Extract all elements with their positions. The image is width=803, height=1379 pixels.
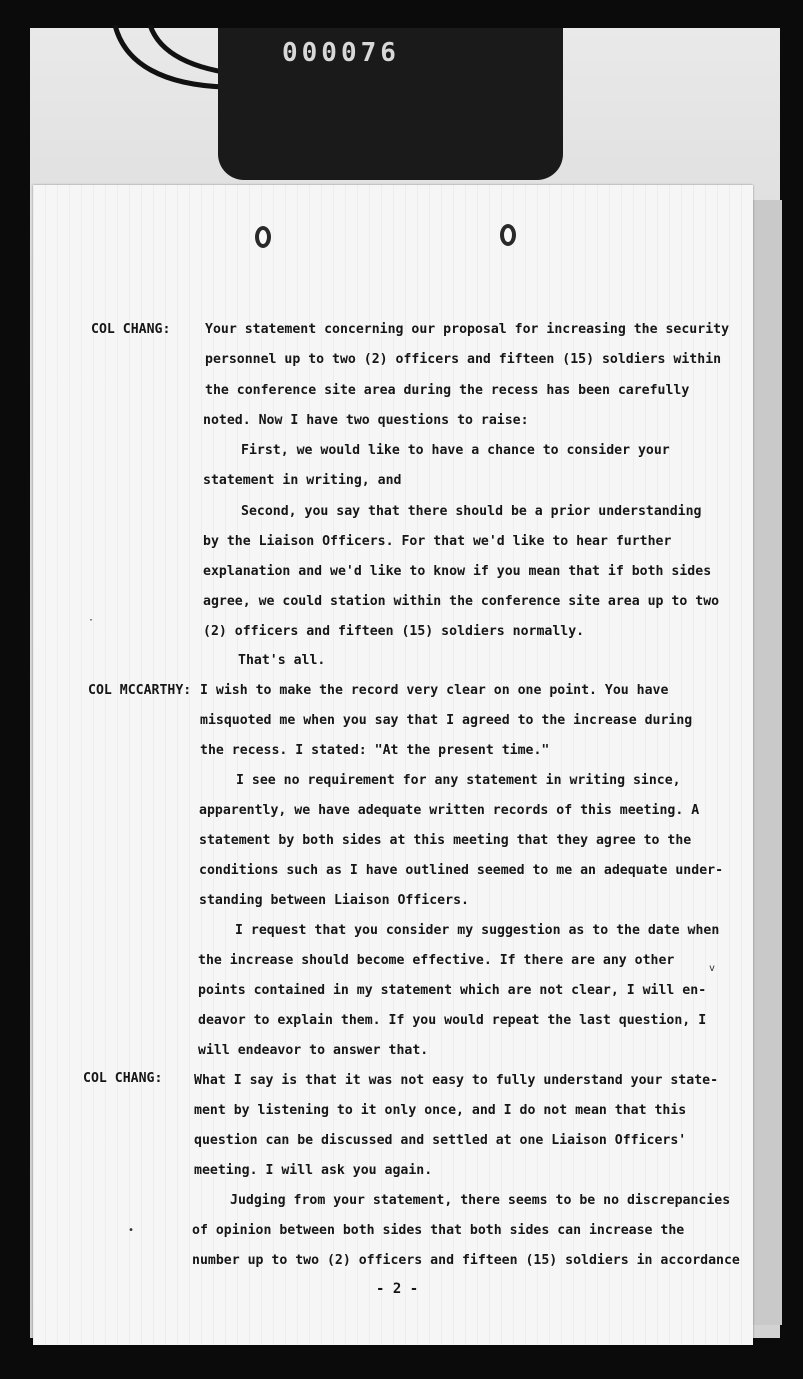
- text-line: I see no requirement for any statement in writing since,: [236, 773, 681, 788]
- text-line: (2) officers and fifteen (15) soldiers normally.: [203, 624, 585, 639]
- speaker-label: COL CHANG:: [91, 322, 171, 337]
- text-line: question can be discussed and settled at one Liaison Officers': [194, 1133, 687, 1148]
- text-line: points contained in my statement which are not clear, I will en-: [198, 983, 707, 998]
- text-line: meeting. I will ask you again.: [194, 1163, 433, 1178]
- text-line: That's all.: [238, 653, 326, 668]
- text-line: What I say is that it was not easy to fully understand your state-: [194, 1073, 719, 1088]
- page-number: - 2 -: [376, 1281, 419, 1297]
- stray-mark: v: [709, 963, 716, 974]
- text-line: noted. Now I have two questions to raise:: [203, 413, 529, 428]
- punch-hole-left: [255, 226, 271, 248]
- text-line: I wish to make the record very clear on one point. You have: [200, 683, 669, 698]
- text-line: conditions such as I have outlined seemed to me an adequate under-: [199, 863, 724, 878]
- text-line: will endeavor to answer that.: [198, 1043, 429, 1058]
- document-stamp-number: 000076: [282, 38, 400, 68]
- stray-mark: •: [128, 1225, 135, 1236]
- speaker-label: COL MCCARTHY:: [88, 683, 192, 698]
- text-line: misquoted me when you say that I agreed to the increase during: [200, 713, 693, 728]
- stray-mark: ·: [88, 615, 95, 626]
- text-line: I request that you consider my suggestion as to the date when: [235, 923, 720, 938]
- text-line: statement in writing, and: [203, 473, 402, 488]
- text-line: the increase should become effective. If there are any other: [198, 953, 675, 968]
- text-line: First, we would like to have a chance to consider your: [241, 443, 670, 458]
- text-line: the recess. I stated: "At the present time.": [200, 743, 550, 758]
- text-line: personnel up to two (2) officers and fifteen (15) soldiers within: [205, 352, 722, 367]
- text-line: number up to two (2) officers and fifteen (15) soldiers in accordance: [192, 1253, 740, 1268]
- text-line: standing between Liaison Officers.: [199, 893, 469, 908]
- text-line: Your statement concerning our proposal for increasing the security: [205, 322, 730, 337]
- text-line: agree, we could station within the conference site area up to two: [203, 594, 720, 609]
- punch-hole-right: [500, 224, 516, 246]
- text-line: statement by both sides at this meeting that they agree to the: [199, 833, 692, 848]
- text-line: apparently, we have adequate written records of this meeting. A: [199, 803, 700, 818]
- text-line: deavor to explain them. If you would repeat the last question, I: [198, 1013, 707, 1028]
- text-line: Judging from your statement, there seems to be no discrepancies: [230, 1193, 731, 1208]
- text-line: explanation and we'd like to know if you mean that if both sides: [203, 564, 712, 579]
- text-line: of opinion between both sides that both sides can increase the: [192, 1223, 685, 1238]
- document-page: [33, 185, 753, 1345]
- text-line: by the Liaison Officers. For that we'd like to hear further: [203, 534, 672, 549]
- text-line: ment by listening to it only once, and I do not mean that this: [194, 1103, 687, 1118]
- text-line: Second, you say that there should be a prior understanding: [241, 504, 702, 519]
- speaker-label: COL CHANG:: [83, 1071, 163, 1086]
- text-line: the conference site area during the recess has been carefully: [205, 383, 690, 398]
